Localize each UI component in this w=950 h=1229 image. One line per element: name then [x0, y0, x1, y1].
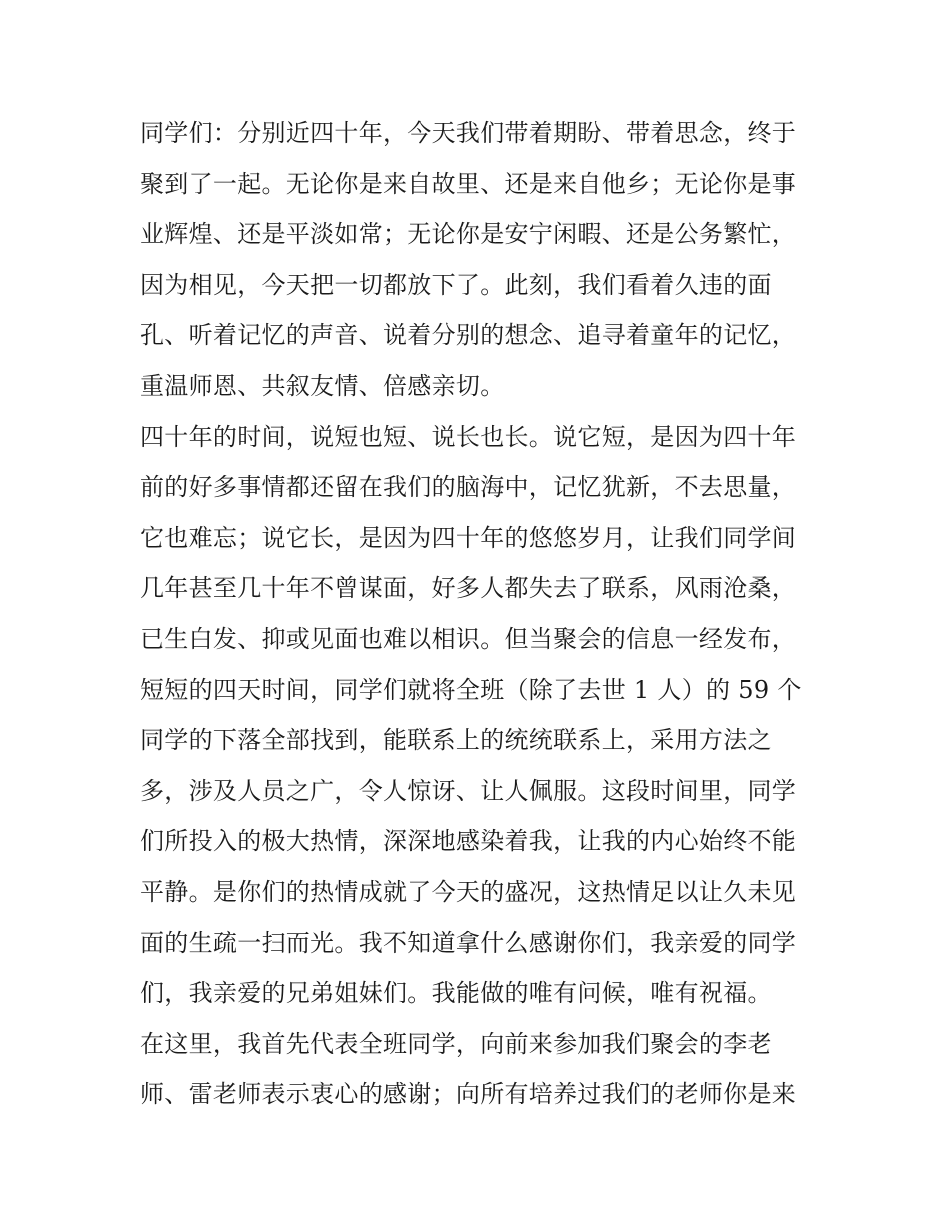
text-line: 在这里，我首先代表全班同学，向前来参加我们聚会的李老 [140, 1029, 772, 1058]
text-line: 多，涉及人员之广，令人惊讶、让人佩服。这段时间里，同学 [140, 776, 797, 805]
text-line: 面的生疏一扫而光。我不知道拿什么感谢你们，我亲爱的同学 [140, 928, 797, 957]
text-line: 重温师恩、共叙友情、倍感亲切。 [140, 371, 505, 400]
text-line: 孔、听着记忆的声音、说着分别的想念、追寻着童年的记忆， [140, 321, 797, 350]
text-line: 已生白发、抑或见面也难以相识。但当聚会的信息一经发布， [140, 624, 797, 653]
text-line: 们所投入的极大热情，深深地感染着我，让我的内心始终不能 [140, 827, 797, 856]
text-line: 们，我亲爱的兄弟姐妹们。我能做的唯有问候，唯有祝福。 [140, 979, 772, 1008]
text-line: 平静。是你们的热情成就了今天的盛况，这热情足以让久未见 [140, 877, 797, 906]
text-line: 业辉煌、还是平淡如常；无论你是安宁闲暇、还是公务繁忙， [140, 220, 797, 249]
text-line: 几年甚至几十年不曾谋面，好多人都失去了联系，风雨沧桑， [140, 574, 797, 603]
text-line: 同学的下落全部找到，能联系上的统统联系上，采用方法之 [140, 726, 772, 755]
text-line: 聚到了一起。无论你是来自故里、还是来自他乡；无论你是事 [140, 169, 797, 198]
text-line: 四十年的时间，说短也短、说长也长。说它短，是因为四十年 [140, 422, 797, 451]
text-line: 同学们：分别近四十年，今天我们带着期盼、带着思念，终于 [140, 119, 797, 147]
text-line: 它也难忘；说它长，是因为四十年的悠悠岁月，让我们同学间 [140, 523, 797, 552]
text-line: 师、雷老师表示衷心的感谢；向所有培养过我们的老师你是来 [140, 1080, 797, 1109]
speech-text-body [140, 108, 820, 1120]
text-line: 前的好多事情都还留在我们的脑海中，记忆犹新，不去思量， [140, 473, 797, 502]
text-line: 因为相见，今天把一切都放下了。此刻，我们看着久违的面 [140, 270, 772, 299]
text-line: 短短的四天时间，同学们就将全班（除了去世 1 人）的 59 个 [140, 675, 802, 704]
